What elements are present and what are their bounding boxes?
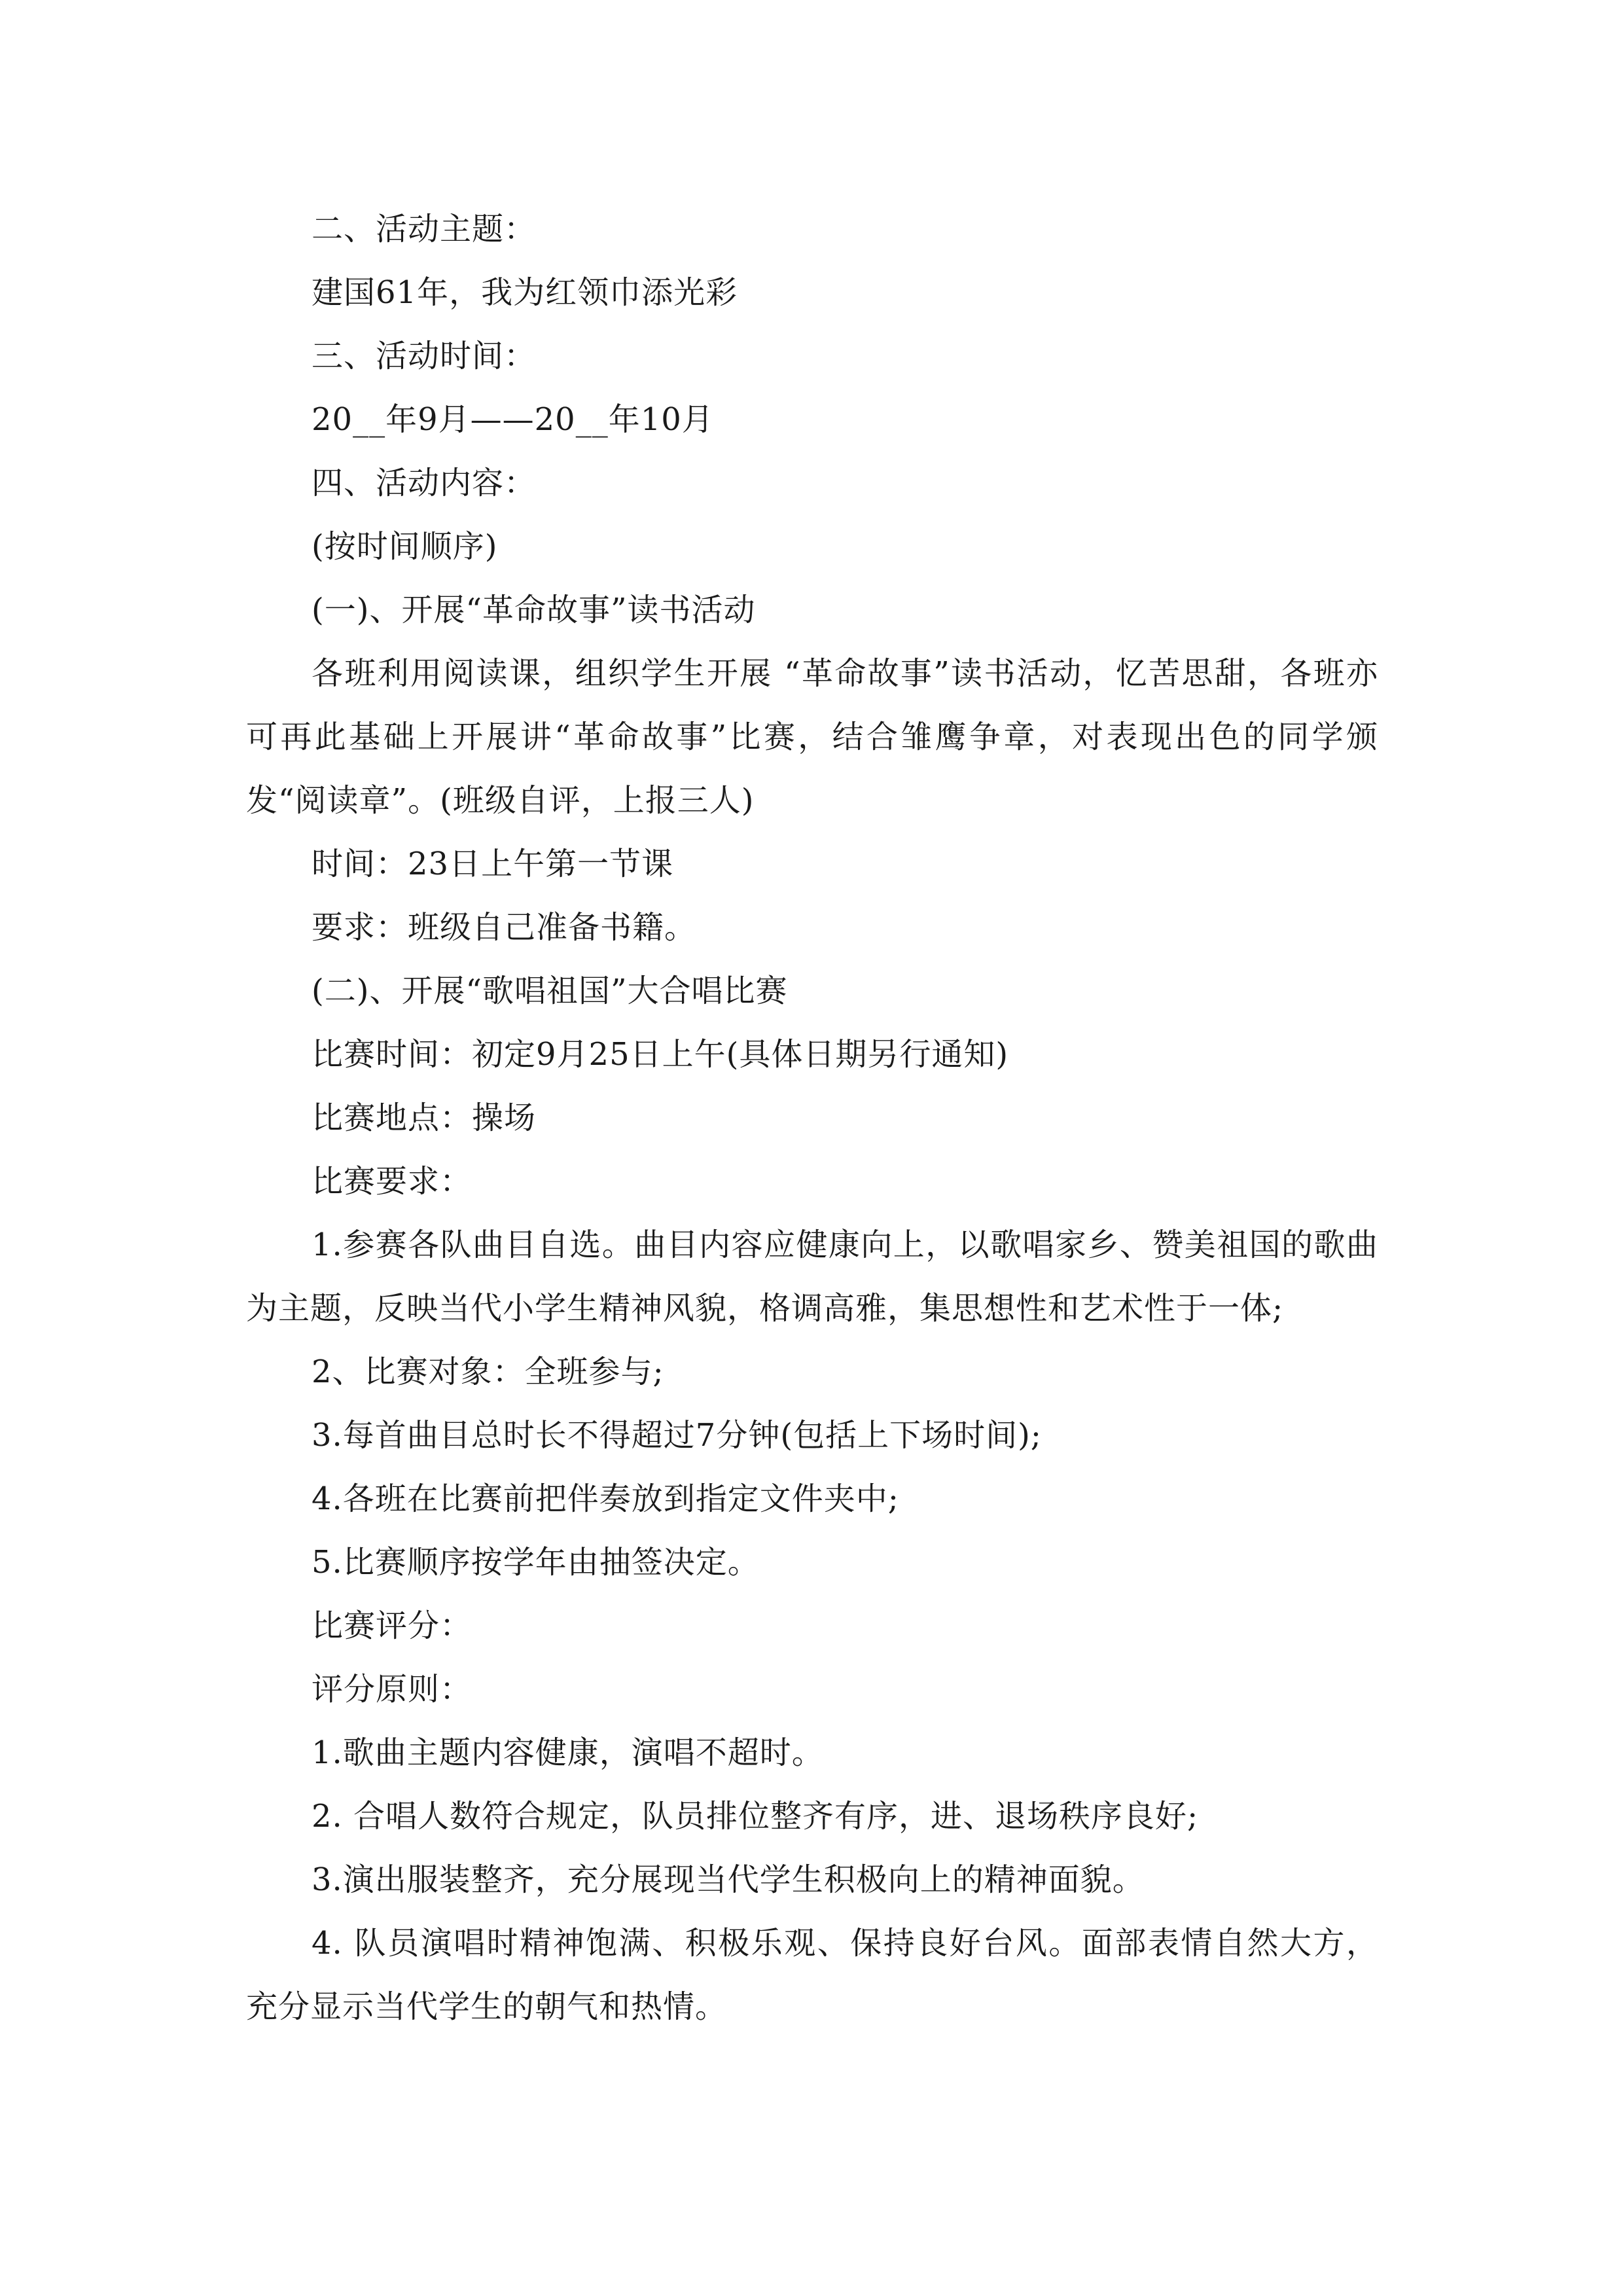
requirement-item-4: 4.各班在比赛前把伴奏放到指定文件夹中; [312,1480,899,1517]
requirement-item-3: 3.每首曲目总时长不得超过7分钟(包括上下场时间); [312,1417,1042,1454]
scoring-heading: 比赛评分： [312,1607,473,1644]
subheading-chorus-contest: (二)、开展“歌唱祖国”大合唱比赛 [312,973,788,1009]
scoring-item-2: 2. 合唱人数符合规定，队员排位整齐有序，进、退场秩序良好; [312,1798,1199,1835]
scoring-item-4: 4. 队员演唱时精神饱满、积极乐观、保持良好台风。面部表情自然大方，充分显示当代学生的朝气和热情。 [246,1925,1378,2025]
time-text: 20__年9月——20__年10月 [312,401,714,438]
theme-text: 建国61年，我为红领巾添光彩 [312,274,738,311]
scoring-item-1: 1.歌曲主题内容健康，演唱不超时。 [312,1734,824,1771]
section-heading-content: 四、活动内容： [312,465,537,501]
section-heading-theme: 二、活动主题： [312,211,537,247]
reading-activity-requirement: 要求：班级自己准备书籍。 [312,909,697,946]
requirement-item-1: 1.参赛各队曲目自选。曲目内容应健康向上，以歌唱家乡、赞美祖国的歌曲为主题，反映当代小学生精神风貌，格调高雅，集思想性和艺术性于一体; [246,1227,1378,1327]
scoring-item-3: 3.演出服装整齐，充分展现当代学生积极向上的精神面貌。 [312,1861,1145,1898]
scoring-principles-heading: 评分原则： [312,1671,473,1708]
document-body [246,198,1378,2039]
contest-requirements-heading: 比赛要求： [312,1163,473,1200]
contest-time: 比赛时间：初定9月25日上午(具体日期另行通知) [312,1036,1009,1073]
requirement-item-2: 2、比赛对象：全班参与; [312,1354,664,1390]
requirement-item-5: 5.比赛顺序按学年由抽签决定。 [312,1544,760,1581]
subheading-reading-activity: (一)、开展“革命故事”读书活动 [312,592,756,628]
section-heading-time: 三、活动时间： [312,338,537,374]
order-note: (按时间顺序) [312,528,498,565]
reading-activity-description: 各班利用阅读课，组织学生开展 “革命故事”读书活动，忆苦思甜，各班亦可再此基础上开展讲“革命故事”比赛，结合雏鹰争章，对表现出色的同学颁发“阅读章”。(班级自评，上报三人) [246,655,1378,819]
contest-location: 比赛地点：操场 [312,1100,537,1136]
reading-activity-time: 时间：23日上午第一节课 [312,846,674,882]
